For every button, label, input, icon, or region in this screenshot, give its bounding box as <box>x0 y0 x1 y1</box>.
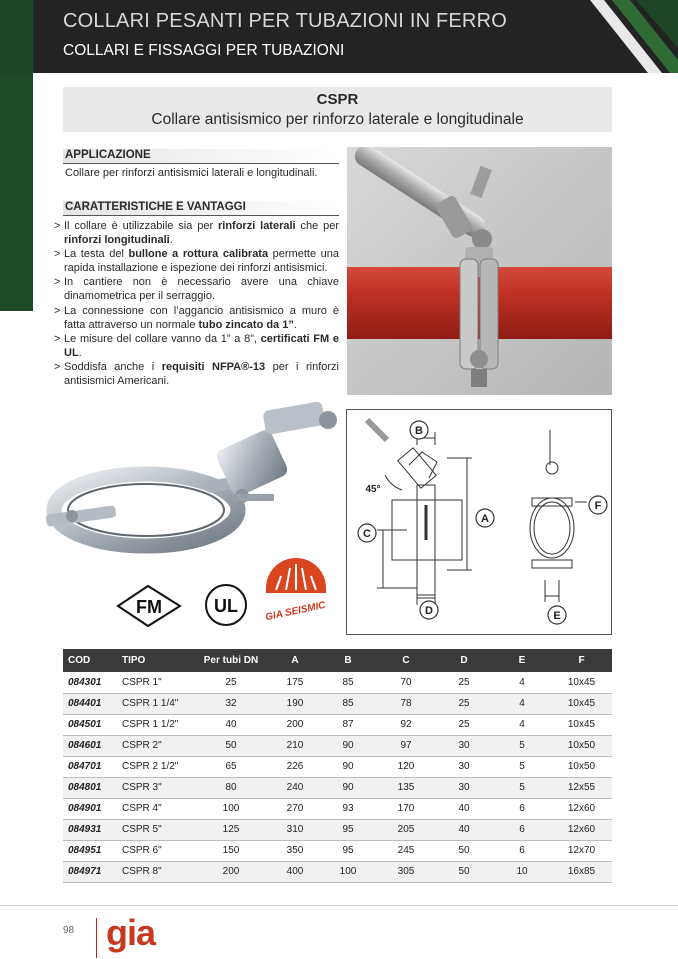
header-stripes-decoration <box>590 0 678 73</box>
table-row <box>63 861 612 882</box>
table-cell: 100 <box>191 798 271 819</box>
column-header: E <box>493 649 551 672</box>
caratteristiche-heading: CARATTERISTICHE E VANTAGGI <box>63 201 339 216</box>
table-cell: 135 <box>377 777 435 798</box>
feature-text: . <box>78 346 82 359</box>
product-code-cell: 084501 <box>63 714 117 735</box>
product-code-cell: 084951 <box>63 840 117 861</box>
gia-seismic-logo <box>264 558 327 623</box>
feature-text: per i rinforzi antisismici Americani. <box>64 360 339 388</box>
table-cell: 97 <box>377 735 435 756</box>
table-cell: 175 <box>271 672 319 693</box>
table-cell: 32 <box>191 693 271 714</box>
fm-approved-logo <box>118 586 180 626</box>
angle-label: 45° <box>365 484 381 495</box>
table-cell: CSPR 1 1/4" <box>117 693 191 714</box>
table-cell: 120 <box>377 756 435 777</box>
feature-highlight: rinforzi laterali <box>217 220 296 232</box>
table-cell: 25 <box>191 672 271 693</box>
feature-text: . <box>169 234 173 247</box>
dim-label-e: E <box>553 610 561 622</box>
table-header-row <box>63 649 612 672</box>
table-cell: 12x70 <box>551 840 612 861</box>
table-cell: 200 <box>271 714 319 735</box>
feature-text: che per <box>295 220 339 232</box>
table-cell: 85 <box>319 693 377 714</box>
feature-text: In cantiere non è necessario avere una chiave dinamometrica per il serraggio. <box>64 276 339 303</box>
feature-item <box>54 304 339 332</box>
table-cell: 270 <box>271 798 319 819</box>
table-cell: CSPR 2" <box>117 735 191 756</box>
table-cell: 226 <box>271 756 319 777</box>
table-cell: 10x50 <box>551 756 612 777</box>
table-cell: 10x50 <box>551 735 612 756</box>
feature-highlight: rinforzi longitudinali <box>64 234 170 247</box>
dim-label-a: A <box>481 513 489 525</box>
table-cell: 12x60 <box>551 819 612 840</box>
feature-text: permette una rapida installazione e ispezione dei rinforzi antisismici. <box>64 248 339 275</box>
column-header: D <box>435 649 493 672</box>
table-cell: 10x45 <box>551 714 612 735</box>
header-subtitle: COLLARI E FISSAGGI PER TUBAZIONI <box>63 42 345 59</box>
column-header: A <box>271 649 319 672</box>
table-row <box>63 714 612 735</box>
feature-item <box>54 219 339 247</box>
table-cell: 87 <box>319 714 377 735</box>
table-cell: 40 <box>435 798 493 819</box>
feature-item <box>54 360 339 388</box>
header-title: COLLARI PESANTI PER TUBAZIONI IN FERRO <box>63 10 507 32</box>
table-cell: 6 <box>493 840 551 861</box>
column-header: TIPO <box>117 649 191 672</box>
table-cell: 30 <box>435 756 493 777</box>
feature-highlight: bullone a rottura calibrata <box>128 248 269 261</box>
feature-item <box>54 332 339 360</box>
table-cell: CSPR 4" <box>117 798 191 819</box>
table-cell: 245 <box>377 840 435 861</box>
product-code-cell: 084801 <box>63 777 117 798</box>
table-cell: 6 <box>493 798 551 819</box>
table-cell: 90 <box>319 756 377 777</box>
certification-logos <box>116 558 346 638</box>
column-header: C <box>377 649 435 672</box>
clamp-product-image <box>46 398 342 560</box>
product-description: Collare antisismico per rinforzo laterale e longitudinale <box>151 111 524 128</box>
feature-text: Soddisfa anche i <box>64 360 162 373</box>
applicazione-text: Collare per rinforzi antisismici laterali e longitudinali. <box>65 167 318 179</box>
table-cell: 170 <box>377 798 435 819</box>
table-cell: 10x45 <box>551 672 612 693</box>
table-cell: 10 <box>493 861 551 882</box>
product-code-cell: 084401 <box>63 693 117 714</box>
dim-label-d: D <box>425 605 433 617</box>
column-header: F <box>551 649 612 672</box>
installation-photo <box>347 147 612 395</box>
table-cell: 50 <box>435 861 493 882</box>
applicazione-heading: APPLICAZIONE <box>63 149 339 164</box>
technical-drawing <box>346 409 612 635</box>
feature-text: Il collare è utilizzabile sia per <box>64 220 218 232</box>
dim-label-f: F <box>594 500 602 512</box>
table-row <box>63 798 612 819</box>
table-cell: 350 <box>271 840 319 861</box>
column-header: COD <box>63 649 117 672</box>
table-cell: 5 <box>493 777 551 798</box>
table-cell: 6 <box>493 819 551 840</box>
table-cell: CSPR 6" <box>117 840 191 861</box>
feature-text: La testa del <box>64 248 129 261</box>
table-cell: CSPR 5" <box>117 819 191 840</box>
table-cell: 95 <box>319 840 377 861</box>
table-cell: CSPR 8" <box>117 861 191 882</box>
page-header <box>0 0 678 73</box>
table-row <box>63 819 612 840</box>
table-cell: 200 <box>191 861 271 882</box>
table-cell: 4 <box>493 714 551 735</box>
table-row <box>63 672 612 693</box>
feature-text: La connessione con l’aggancio antisismico a muro è fatta attraverso un normale <box>64 304 339 331</box>
table-cell: 78 <box>377 693 435 714</box>
table-cell: 50 <box>435 840 493 861</box>
dim-label-c: C <box>363 528 371 540</box>
feature-text: . <box>293 318 297 331</box>
table-cell: 240 <box>271 777 319 798</box>
table-cell: 40 <box>191 714 271 735</box>
table-cell: CSPR 1 1/2" <box>117 714 191 735</box>
header-green-band <box>0 0 33 73</box>
ul-logo-text: UL <box>214 596 238 616</box>
column-header: B <box>319 649 377 672</box>
feature-item <box>54 275 339 303</box>
table-row <box>63 777 612 798</box>
table-cell: 305 <box>377 861 435 882</box>
feature-item <box>54 247 339 275</box>
page-number: 98 <box>63 925 75 936</box>
product-code-cell: 084701 <box>63 756 117 777</box>
table-cell: 310 <box>271 819 319 840</box>
table-cell: 205 <box>377 819 435 840</box>
table-cell: 25 <box>435 714 493 735</box>
table-cell: 90 <box>319 735 377 756</box>
table-cell: 40 <box>435 819 493 840</box>
table-cell: 10x45 <box>551 693 612 714</box>
table-cell: CSPR 3" <box>117 777 191 798</box>
table-cell: CSPR 1" <box>117 672 191 693</box>
dim-label-b: B <box>415 425 423 437</box>
seismic-logo-text: GIA SEISMIC <box>264 599 327 624</box>
table-cell: 190 <box>271 693 319 714</box>
table-cell: CSPR 2 1/2" <box>117 756 191 777</box>
table-cell: 12x60 <box>551 798 612 819</box>
specification-table <box>63 649 612 883</box>
table-row <box>63 756 612 777</box>
table-cell: 400 <box>271 861 319 882</box>
product-code: CSPR <box>316 91 359 108</box>
table-cell: 150 <box>191 840 271 861</box>
table-cell: 25 <box>435 693 493 714</box>
footer-red-bar <box>96 918 97 958</box>
ul-listed-logo <box>206 585 246 625</box>
table-cell: 80 <box>191 777 271 798</box>
footer-divider <box>0 905 678 906</box>
table-row <box>63 693 612 714</box>
product-code-cell: 084601 <box>63 735 117 756</box>
fm-logo-text: FM <box>136 597 162 617</box>
table-cell: 50 <box>191 735 271 756</box>
feature-text: Le misure del collare vanno da 1” a 8”, <box>64 332 261 345</box>
table-cell: 4 <box>493 693 551 714</box>
product-code-cell: 084971 <box>63 861 117 882</box>
table-cell: 5 <box>493 735 551 756</box>
product-code-cell: 084931 <box>63 819 117 840</box>
column-header: Per tubi DN <box>191 649 271 672</box>
table-cell: 30 <box>435 735 493 756</box>
table-cell: 125 <box>191 819 271 840</box>
features-list <box>54 219 339 388</box>
table-row <box>63 735 612 756</box>
product-title-box <box>63 87 612 132</box>
table-cell: 30 <box>435 777 493 798</box>
table-cell: 5 <box>493 756 551 777</box>
feature-highlight: certificati FM e UL <box>64 332 339 359</box>
product-code-cell: 084301 <box>63 672 117 693</box>
table-cell: 12x55 <box>551 777 612 798</box>
table-row <box>63 840 612 861</box>
table-cell: 95 <box>319 819 377 840</box>
table-cell: 93 <box>319 798 377 819</box>
feature-highlight: requisiti NFPA®-13 <box>161 360 266 373</box>
table-cell: 210 <box>271 735 319 756</box>
table-cell: 65 <box>191 756 271 777</box>
table-cell: 16x85 <box>551 861 612 882</box>
side-green-band <box>0 73 33 311</box>
table-cell: 85 <box>319 672 377 693</box>
product-code-cell: 084901 <box>63 798 117 819</box>
table-cell: 25 <box>435 672 493 693</box>
table-cell: 90 <box>319 777 377 798</box>
table-cell: 70 <box>377 672 435 693</box>
table-cell: 92 <box>377 714 435 735</box>
gia-brand-logo: gia <box>106 912 156 953</box>
table-cell: 100 <box>319 861 377 882</box>
table-cell: 4 <box>493 672 551 693</box>
feature-highlight: tubo zincato da 1” <box>198 318 294 331</box>
